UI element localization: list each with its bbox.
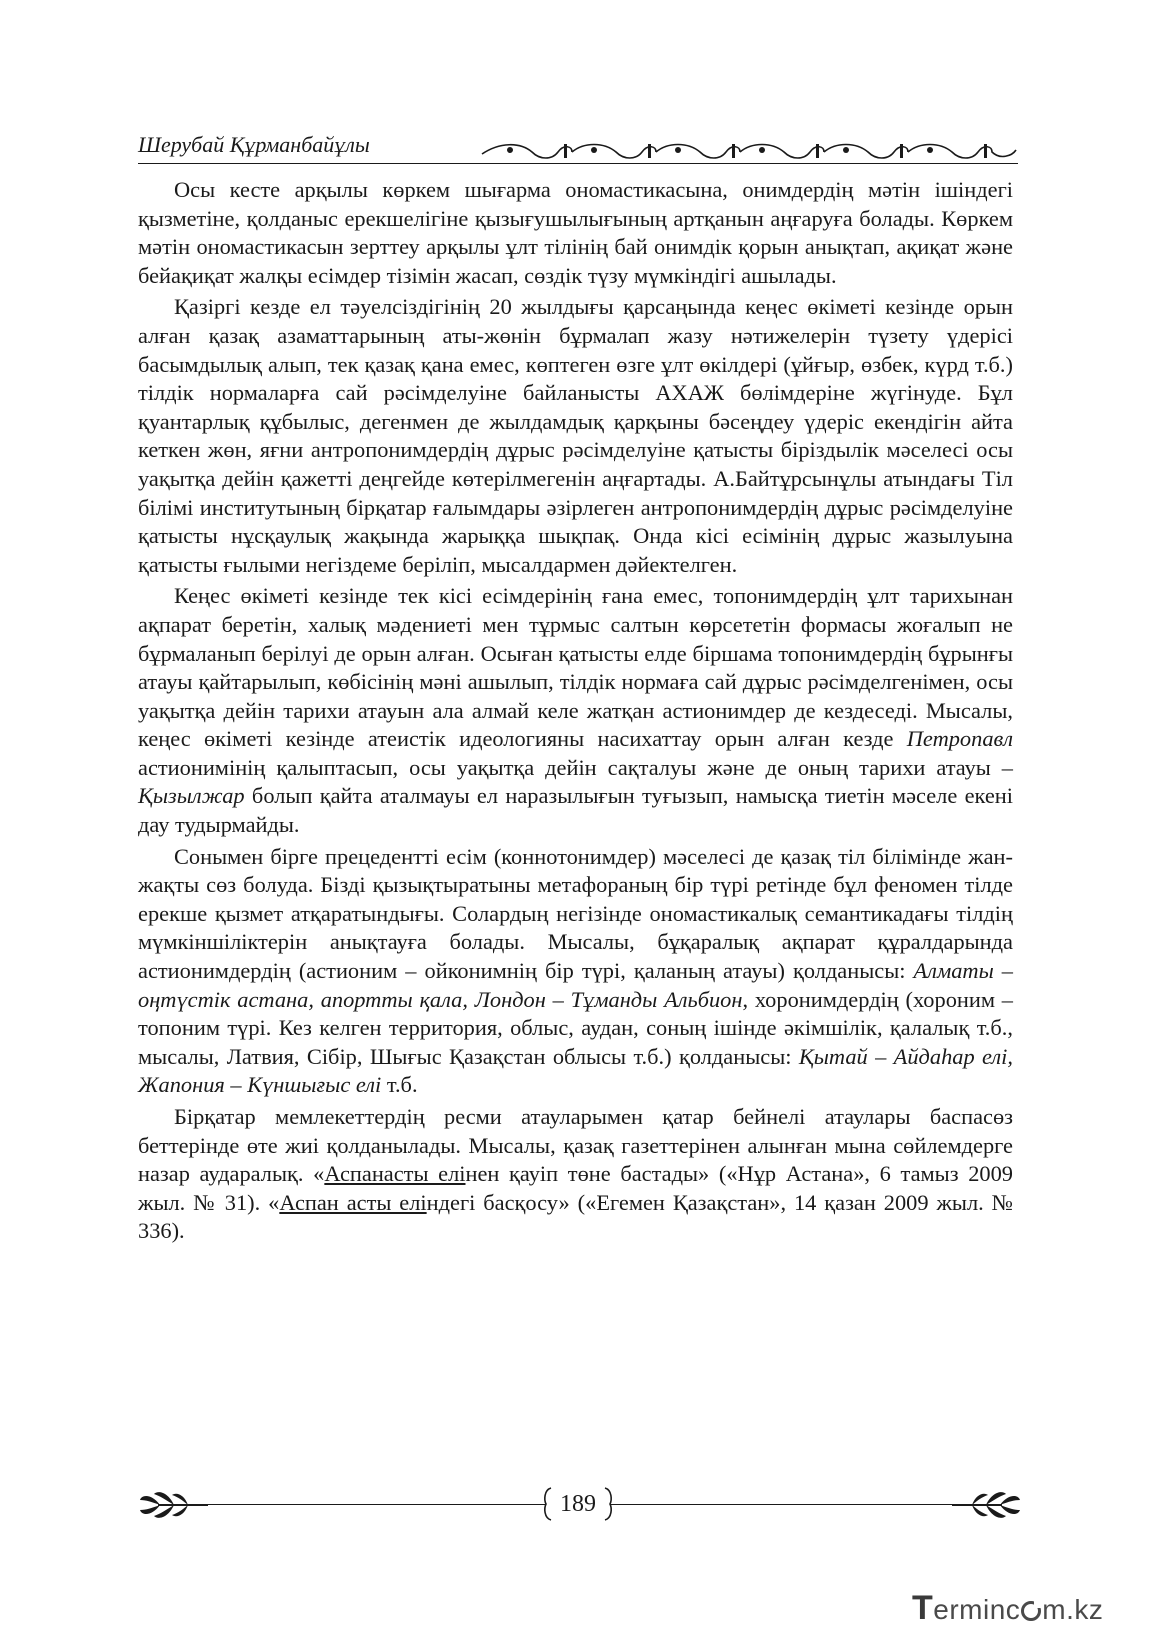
- footer-rule-left: [206, 1504, 546, 1505]
- italic-term-petropavl: Петропавл: [906, 726, 1013, 752]
- watermark-tail: m.kz: [1042, 1594, 1104, 1625]
- paragraph-5-text-a: Бірқатар мемлекеттердің ресми атауларымен қатар бейнелі атаулары баспасөз беттерінде өте жиі қолданылады. Мысалы, қазақ газеттерінен алынған мына сөйлемдерге назар аударалық. «: [138, 1104, 1013, 1187]
- page-footer: [138, 1482, 1018, 1528]
- italic-examples-astionyms: Алматы – оңтүстік астана, апортты қала, Лондон – Тұманды Альбион: [138, 958, 1013, 1012]
- watermark-lead: T: [912, 1589, 934, 1627]
- footer-rule-right: [610, 1504, 956, 1505]
- paragraph-3-text-c: болып қайта аталмауы ел наразылығын туғызып, намысқа тиетін мәселе екені дау тудырмайды.: [138, 783, 1013, 838]
- italic-examples-choronyms: Қытай – Айдаһар елі, Жапония – Күншығыс елі: [138, 1043, 1013, 1098]
- paragraph-4-text-a: Сонымен бірге прецедентті есім (коннотонимдер) мәселесі де қазақ тіл білімінде жан-жақты сөз болуда. Бізді қызықтыратыны метафораның бір түрі ретінде бұл феномен тілде ерекше қызмет атқаратындығы. Солардың негізінде ономастикалық семантикадағы тілдің мүмкіншіліктерін анықтауға болады. Мысалы, бұқаралық ақпарат құралдарында астионимдердің (астионим – ойконимнің бір түрі, қаланың атауы) қолданысы:: [138, 843, 1013, 984]
- scroll-vine-ornament-icon: [480, 140, 1018, 164]
- paragraph-5-text-c: ндегі басқосу» («Егемен Қазақстан», 14 қазан 2009 жыл. № 336).: [138, 1189, 1013, 1244]
- leaf-branch-ornament-icon: [138, 1486, 210, 1526]
- paragraph-5-text-b: нен қауіп төне бастады» («Нұр Астана», 6 тамыз 2009 жыл. № 31). «: [138, 1161, 1014, 1215]
- page-number: 189: [560, 1491, 596, 1517]
- watermark-mid: erminc: [933, 1594, 1021, 1625]
- paragraph-5: [138, 1103, 1013, 1246]
- underlined-term-1: Аспанасты елі: [324, 1161, 466, 1187]
- paragraph-4-text-b: , хоронимдердің (хороним – топоним түрі. Кез келген территория, облыс, аудан, соның ішінде әкімшілік, қалалық т.б., мысалы, Латвия, Сібір, Шығыс Қазақстан облысы т.б.) қолданысы:: [138, 986, 1013, 1069]
- paragraph-4-text-c: т.б.: [381, 1072, 418, 1098]
- paragraph-3-text-b: астионимінің қалыптасып, осы уақытқа дейін сақталуы және де оның тарихи атауы –: [138, 754, 1013, 780]
- italic-term-kyzylzhar: Қызылжар: [138, 783, 245, 809]
- watermark-o-ring-icon: [1021, 1601, 1041, 1621]
- paragraph-4: [138, 843, 1013, 1100]
- leaf-branch-ornament-icon: [950, 1486, 1022, 1526]
- header-rule: [138, 163, 1018, 164]
- paragraph-3: [138, 582, 1013, 839]
- header-author: Шерубай Құрманбайұлы: [138, 132, 370, 157]
- paragraph-2: Қазіргі кезде ел тәуелсіздігінің 20 жылдығы қарсаңында кеңес өкіметі кезінде орын алған қазақ азаматтарының аты-жөнін бұрмалап жазу нәтижелерін түзету үдерісі басымдылық алып, тек қазақ қана емес, көптеген өзге ұлт өкілдері (ұйғыр, өзбек, күрд т.б.) тілдік нормаларға сай рәсімделуіне байланысты АХАЖ бөлімдеріне жүгінуде. Бұл қуантарлық құбылыс, дегенмен де жылдамдық қарқыны бәсеңдеу үдеріс екендігін айта кеткен жөн, яғни антропонимдердің дұрыс рәсімделуіне қатысты біріздылік мәселесі осы уақытқа дейін қажетті деңгейде көтерілмегенін аңғартады. А.Байтұрсынұлы атындағы Тіл білімі институтының бірқатар ғалымдары әзірлеген антропонимдердің дұрыс рәсімделуіне қатысты нұсқаулық жақында жарыққа шықпақ. Онда кісі есімінің дұрыс жазылуына қатысты ғылыми негіздеме беріліп, мысалдармен дәйектелген.: [138, 294, 1013, 577]
- underlined-term-2: Аспан асты елі: [279, 1189, 427, 1215]
- running-header: [138, 131, 1018, 171]
- paragraph-3-text-a: Кеңес өкіметі кезінде тек кісі есімдерінің ғана емес, топонимдердің ұлт тарихынан ақпарат беретін, халық мәдениеті мен тұрмыс салтын көрсететін формасы жоғалып не бұрмаланып берілуі де орын алған. Осыған қатысты елде біршама топонимдердің бұрынғы атауы қайтарылып, көбісінің мәні ашылып, тілдік нормаға сай дұрыс рәсімделгенімен, осы уақытқа дейін тарихи атауын ала алмай келе жатқан астионимдер де кездеседі. Мысалы, кеңес өкіметі кезінде атеистік идеологияны насихаттау орын алған кезде: [138, 583, 1013, 752]
- paragraph-1: Осы кесте арқылы көркем шығарма ономастикасына, онимдердің мәтін ішіндегі қызметіне, қолданыс ерекшелігіне қызығушылығының артқанын аңғаруға болады. Көркем мәтін ономастикасын зерттеу арқылы ұлт тілінің бай онимдік қорын анықтап, ақиқат және бейақиқат жалқы есімдер тізімін жасап, сөздік түзу мүмкіндігі ашылады.: [138, 177, 1013, 288]
- body-text: [138, 176, 1013, 1246]
- site-watermark: [912, 1588, 1146, 1628]
